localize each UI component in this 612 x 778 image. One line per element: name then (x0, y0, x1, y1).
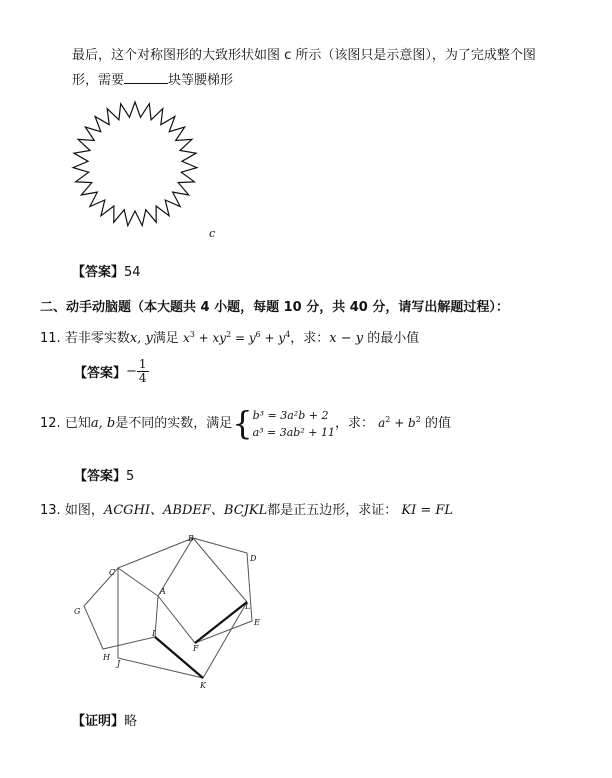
answer-sign: − (126, 364, 137, 379)
section-heading: 二、动手动脑题（本大题共 4 小题，每题 10 分，共 40 分，请写出解题过程）： (40, 300, 509, 315)
vertex-label-i: I (152, 629, 156, 638)
q11-text-b: 满足 (152, 331, 179, 346)
vertex-label-k: K (200, 681, 206, 690)
q12-text-d: 的值 (424, 416, 451, 431)
proof-label: 【证明】 (72, 714, 125, 729)
vertex-label-e: E (254, 618, 260, 627)
vertex-label-j: J (117, 659, 121, 668)
system-eq-1: b³ = 3a²b + 2 (252, 408, 329, 422)
proof-value: 略 (124, 714, 138, 729)
segment-fl (195, 602, 247, 643)
vertex-label-l: L (245, 602, 251, 611)
q12-text-b: 是不同的实数，满足 (115, 416, 233, 431)
q11-equation: $x^3 + xy^2 = y^6 + y^4$ (182, 330, 291, 345)
q11-text-c: ，求： (290, 331, 330, 346)
answer-value: 5 (126, 469, 135, 484)
q13-text-a: 如图， (64, 503, 104, 518)
q12-text-c: ，求： (334, 416, 374, 431)
q12-vars: a, b (90, 416, 116, 431)
q11-vars: x, y (129, 331, 153, 346)
q11-text-d: 的最小值 (367, 331, 420, 346)
vertex-label-a: A (160, 587, 166, 596)
q13-claim: KI = FL (401, 503, 454, 518)
pentagon-acghi (84, 568, 158, 649)
answer-label: 【答案】 (74, 366, 127, 381)
system-eq-2: a³ = 3ab² + 11 (252, 425, 335, 439)
intro-line-2-post: 块等腰梯形 (168, 73, 234, 88)
vertex-label-c: C (109, 568, 116, 577)
q12-number: 12. (40, 416, 61, 431)
intro-line-2-pre: 形，需要 (72, 73, 125, 88)
intro-line-1: 最后，这个对称图形的大致形状如图 c 所示（该图只是示意图），为了完成整个图 (72, 48, 536, 63)
q13-number: 13. (40, 503, 61, 518)
vertex-label-d: D (250, 554, 257, 563)
fraction-numerator: 1 (138, 357, 147, 371)
q12-text-a: 已知 (64, 416, 91, 431)
pentagon-bcjkl (118, 538, 247, 678)
answer-value: 54 (124, 265, 141, 280)
q11-number: 11. (40, 331, 61, 346)
figure-c-label: c (209, 227, 216, 240)
vertex-label-f: F (193, 644, 199, 653)
q11-expr: x − y (329, 331, 364, 346)
vertex-label-h: H (103, 653, 110, 662)
q13-pentagons: ACGHI、ABDEF、BCJKL (103, 503, 268, 518)
vertex-label-b: B (188, 534, 194, 543)
vertex-label-g: G (74, 607, 81, 616)
q12-expr: $a^2 + b^2$ (378, 415, 421, 430)
q13-text-b: 都是正五边形，求证： (267, 503, 398, 518)
q11-text-a: 若非零实数 (64, 331, 130, 346)
proof (72, 710, 137, 729)
answer-label: 【答案】 (72, 265, 125, 280)
system-brace: { (232, 404, 253, 443)
fraction-denominator: 4 (138, 371, 147, 385)
answer-label: 【答案】 (74, 469, 127, 484)
